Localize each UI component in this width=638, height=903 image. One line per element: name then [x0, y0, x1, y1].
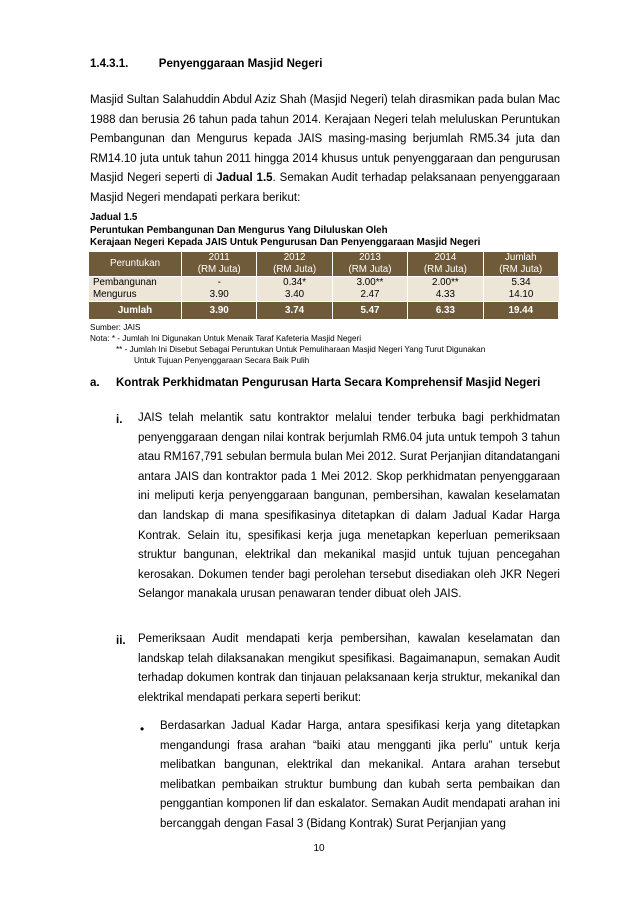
subsection-heading: [90, 377, 541, 389]
allocation-table: [88, 251, 559, 320]
table-note-1: Nota: * - Jumlah Ini Digunakan Untuk Menaik Taraf Kafeteria Masjid Negeri: [90, 334, 362, 343]
header-label: Peruntukan: [89, 252, 182, 277]
table-cell: 3.00**: [332, 277, 407, 290]
item-ii-paragraph: Pemeriksaan Audit mendapati kerja pembersihan, kawalan keselamatan dan landskap telah dilaksanakan mengikut spesifikasi. Bagaimanapun, semakan Audit terhadap dokumen kontrak dan tinjauan pelaksanaan kerja struktur, mekanikal dan elektrikal mendapati perkara seperti berikut:: [138, 633, 560, 704]
header-col-2012: 2012 (RM Juta): [257, 252, 332, 277]
item-i-paragraph: JAIS telah melantik satu kontraktor melalui tender terbuka bagi perkhidmatan penyenggaraan dengan nilai kontrak berjumlah RM6.04 juta untuk tempoh 3 tahun atau RM167,791 sebulan bermula bulan Mei 2012. Surat Perjanjian ditandatangani antara JAIS dan kontraktor pada 1 Mei 2012. Skop perkhidmatan penyenggaraan ini meliputi kerja penyenggaraan bangunan, pembersihan, kawalan keselamatan dan landskap di mana spesifikasinya ditetapkan di dalam Jadual Kadar Harga Kontrak. Selain itu, spesifikasi kerja juga menetapkan keperluan pemeriksaan struktur bangunan, elektrikal dan mekanikal masjid untuk tujuan pencegahan kerosakan. Dokumen tender bagi perolehan tersebut disediakan oleh JKR Negeri Selangor manakala urusan penawaran tender dibuat oleh JAIS.: [138, 412, 560, 601]
section-heading: [90, 58, 322, 70]
table-row: [89, 289, 559, 302]
table-cell: 5.34: [483, 277, 558, 290]
subsection-letter: a.: [90, 377, 100, 389]
bullet-icon: •: [140, 722, 145, 736]
item-numeral-i: i.: [116, 414, 123, 426]
table-cell: 2.47: [332, 289, 407, 302]
table-cell: 3.40: [257, 289, 332, 302]
total-cell: 3.90: [182, 302, 257, 320]
table-reference: Jadual 1.5: [216, 172, 273, 185]
table-caption-number: Jadual 1.5: [90, 212, 138, 223]
intro-text-before: Masjid Sultan Salahuddin Abdul Aziz Shah (Masjid Negeri) telah dirasmikan pada bulan Mac 1988 dan berusia 26 tahun pada tahun 2014. Kerajaan Negeri telah meluluskan Peruntukan Pembangunan dan Mengurus kepada JAIS masing-masing berjumlah RM5.34 juta dan RM14.10 juta untuk tahun 2011 hingga 2014 khusus untuk penyenggaraan dan pengurusan Masjid Negeri seperti di: [90, 94, 560, 185]
table-caption: [90, 212, 480, 250]
table-row: [89, 277, 559, 290]
table-caption-line3: Kerajaan Negeri Kepada JAIS Untuk Pengurusan Dan Penyenggaraan Masjid Negeri: [90, 237, 481, 248]
table-cell: 14.10: [483, 289, 558, 302]
table-cell: 0.34*: [257, 277, 332, 290]
table-note-2-cont: Untuk Tujuan Penyenggaraan Secara Baik Pulih: [134, 356, 310, 365]
row-label: Mengurus: [89, 289, 182, 302]
intro-text-after: . Semakan Audit terhadap pelaksanaan penyenggaraan Masjid Negeri mendapati perkara berikut:: [90, 172, 560, 204]
table-total-row: [89, 302, 559, 320]
table-cell: 4.33: [408, 289, 483, 302]
table-cell: 3.90: [182, 289, 257, 302]
row-label: Pembangunan: [89, 277, 182, 290]
header-col-2013: 2013 (RM Juta): [332, 252, 407, 277]
page-number: 10: [313, 843, 325, 854]
table-caption-line2: Peruntukan Pembangunan Dan Mengurus Yang Diluluskan Oleh: [90, 224, 388, 236]
total-cell: 3.74: [257, 302, 332, 320]
table-cell: 2.00**: [408, 277, 483, 290]
subsection-title: Kontrak Perkhidmatan Pengurusan Harta Secara Komprehensif Masjid Negeri: [116, 377, 541, 389]
header-col-2014: 2014 (RM Juta): [408, 252, 483, 277]
header-col-total: Jumlah (RM Juta): [483, 252, 558, 277]
table-cell: -: [182, 277, 257, 290]
total-cell: 19.44: [483, 302, 558, 320]
total-label: Jumlah: [89, 302, 182, 320]
item-numeral-ii: ii.: [116, 635, 126, 647]
section-title: Penyenggaraan Masjid Negeri: [158, 58, 323, 70]
total-cell: 5.47: [332, 302, 407, 320]
table-header-row: [89, 252, 559, 277]
table-source: Sumber: JAIS: [90, 323, 141, 332]
section-number: 1.4.3.1.: [90, 58, 129, 70]
bullet-paragraph: Berdasarkan Jadual Kadar Harga, antara spesifikasi kerja yang ditetapkan mengandungi frasa arahan “baiki atau mengganti jika perlu” untuk kerja melibatkan bangunan, elektrikal dan mekanikal. Antara arahan tersebut melibatkan pembaikan struktur bumbung dan kubah serta pembaikan dan penggantian komponen lif dan eskalator. Semakan Audit mendapati arahan ini bercanggah dengan Fasal 3 (Bidang Kontrak) Surat Perjanjian yang: [160, 720, 560, 830]
header-col-2011: 2011 (RM Juta): [182, 252, 257, 277]
intro-paragraph: [90, 91, 560, 209]
total-cell: 6.33: [408, 302, 483, 320]
table-note-2: ** - Jumlah Ini Disebut Sebagai Peruntukan Untuk Pemuliharaan Masjid Negeri Yang Turut Digunakan: [116, 345, 486, 354]
